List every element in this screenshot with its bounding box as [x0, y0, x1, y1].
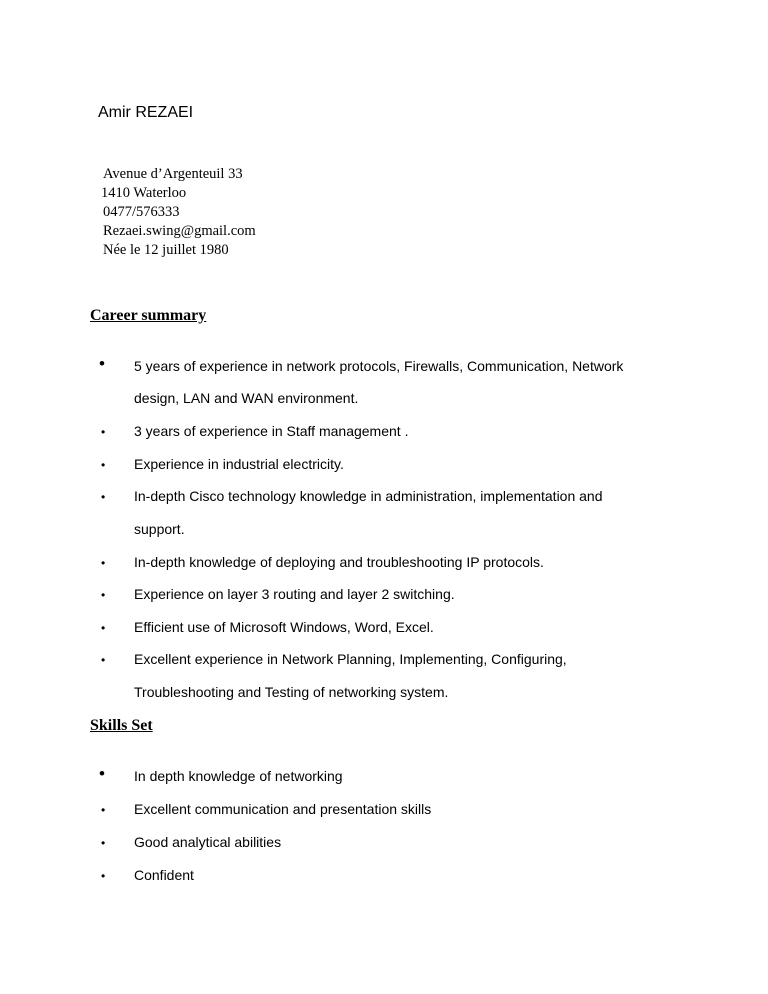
skill-item-text: Good analytical abilities — [134, 834, 282, 850]
skill-item-text: Confident — [134, 867, 194, 883]
skill-item-text: In depth knowledge of networking — [134, 768, 343, 784]
contact-birth-date: Née le 12 juillet 1980 — [103, 242, 229, 258]
skills-set-heading: Skills Set — [90, 717, 153, 734]
contact-phone: 0477/576333 — [103, 204, 180, 220]
career-item-text: design, LAN and WAN environment. — [134, 390, 359, 406]
list-bullet: • — [101, 869, 106, 883]
career-item-text: Troubleshooting and Testing of networking system. — [134, 684, 449, 700]
list-bullet: • — [101, 425, 106, 439]
list-bullet: • — [101, 588, 106, 602]
list-bullet: • — [101, 490, 106, 504]
list-bullet: • — [101, 836, 106, 850]
applicant-name: Amir REZAEI — [98, 104, 194, 121]
career-item-text: In-depth Cisco technology knowledge in administration, implementation and — [134, 488, 603, 504]
skill-item-text: Excellent communication and presentation skills — [134, 801, 432, 817]
career-item-text: Experience on layer 3 routing and layer 2 switching. — [134, 586, 455, 602]
career-item-text: 5 years of experience in network protocols, Firewalls, Communication, Network — [134, 358, 624, 374]
contact-address: Avenue d’Argenteuil 33 — [103, 166, 243, 182]
career-item-text: Excellent experience in Network Planning, Implementing, Configuring, — [134, 651, 567, 667]
career-item-text: support. — [134, 521, 185, 537]
career-item-text: Efficient use of Microsoft Windows, Word, Excel. — [134, 619, 434, 635]
list-bullet: • — [101, 458, 106, 472]
list-bullet: • — [99, 354, 105, 373]
contact-email: Rezaei.swing@gmail.com — [103, 223, 256, 239]
list-bullet: • — [99, 764, 105, 783]
career-item-text: 3 years of experience in Staff management . — [134, 423, 409, 439]
career-item-text: In-depth knowledge of deploying and troubleshooting IP protocols. — [134, 554, 544, 570]
list-bullet: • — [101, 621, 106, 635]
career-item-text: Experience in industrial electricity. — [134, 456, 344, 472]
career-summary-heading: Career summary — [90, 307, 207, 324]
contact-city: 1410 Waterloo — [101, 185, 187, 201]
list-bullet: • — [101, 653, 106, 667]
list-bullet: • — [101, 803, 106, 817]
list-bullet: • — [101, 556, 106, 570]
